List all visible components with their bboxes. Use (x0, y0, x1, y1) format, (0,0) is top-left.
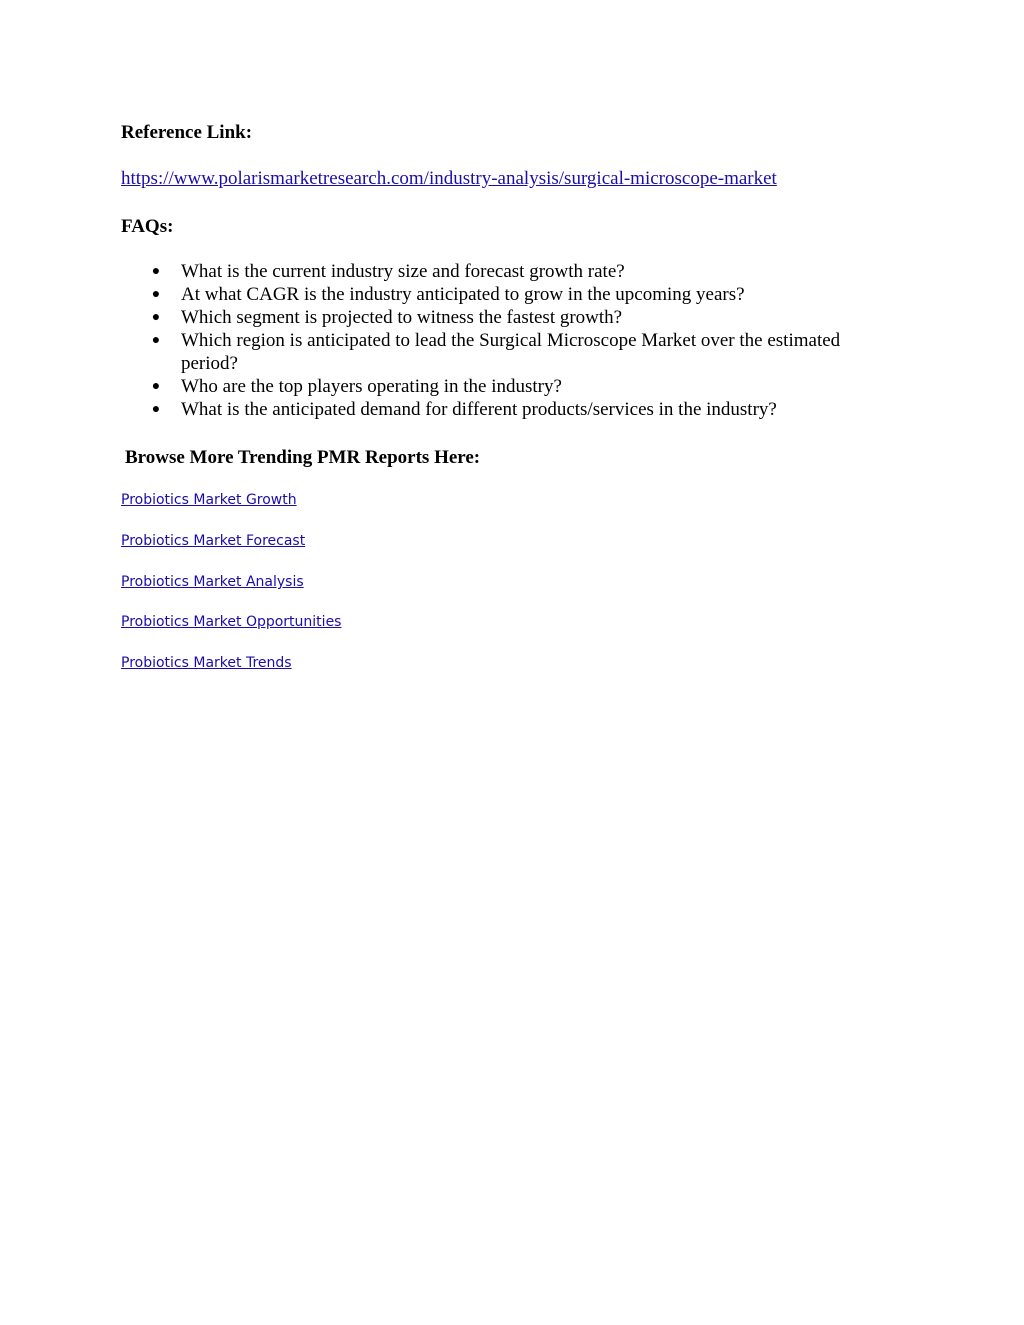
faq-list (0, 260, 1024, 421)
browse-reports-heading: Browse More Trending PMR Reports Here: (125, 447, 481, 468)
faq-item (0, 283, 1024, 306)
report-link-growth[interactable]: Probiotics Market Growth (121, 492, 297, 508)
report-link-opportunities[interactable]: Probiotics Market Opportunities (121, 614, 342, 630)
report-link-forecast[interactable]: Probiotics Market Forecast (121, 533, 306, 549)
faq-item-text: Which region is anticipated to lead the Surgical Microscope Market over the estimated period? (181, 330, 841, 374)
bullet-icon: ● (151, 402, 161, 417)
faq-item-text: What is the anticipated demand for different products/services in the industry? (181, 399, 777, 420)
reference-url-link[interactable]: https://www.polarismarketresearch.com/industry-analysis/surgical-microscope-market (121, 168, 777, 189)
faq-item-text: Which segment is projected to witness the fastest growth? (181, 307, 623, 328)
bullet-icon: ● (151, 287, 161, 302)
report-link-analysis[interactable]: Probiotics Market Analysis (121, 574, 304, 590)
faq-item (0, 306, 1024, 329)
faq-item-text: What is the current industry size and forecast growth rate? (181, 261, 625, 282)
faq-item (0, 260, 1024, 283)
report-link-trends[interactable]: Probiotics Market Trends (121, 655, 292, 671)
faqs-heading: FAQs: (121, 216, 174, 237)
bullet-icon: ● (151, 379, 161, 394)
reference-link-heading: Reference Link: (121, 122, 253, 143)
bullet-icon: ● (151, 333, 161, 348)
bullet-icon: ● (151, 264, 161, 279)
faq-item-text: At what CAGR is the industry anticipated to grow in the upcoming years? (181, 284, 745, 305)
faq-item (0, 375, 1024, 398)
bullet-icon: ● (151, 310, 161, 325)
faq-item (0, 329, 1024, 375)
faq-item (0, 398, 1024, 421)
faq-item-text: Who are the top players operating in the industry? (181, 376, 562, 397)
